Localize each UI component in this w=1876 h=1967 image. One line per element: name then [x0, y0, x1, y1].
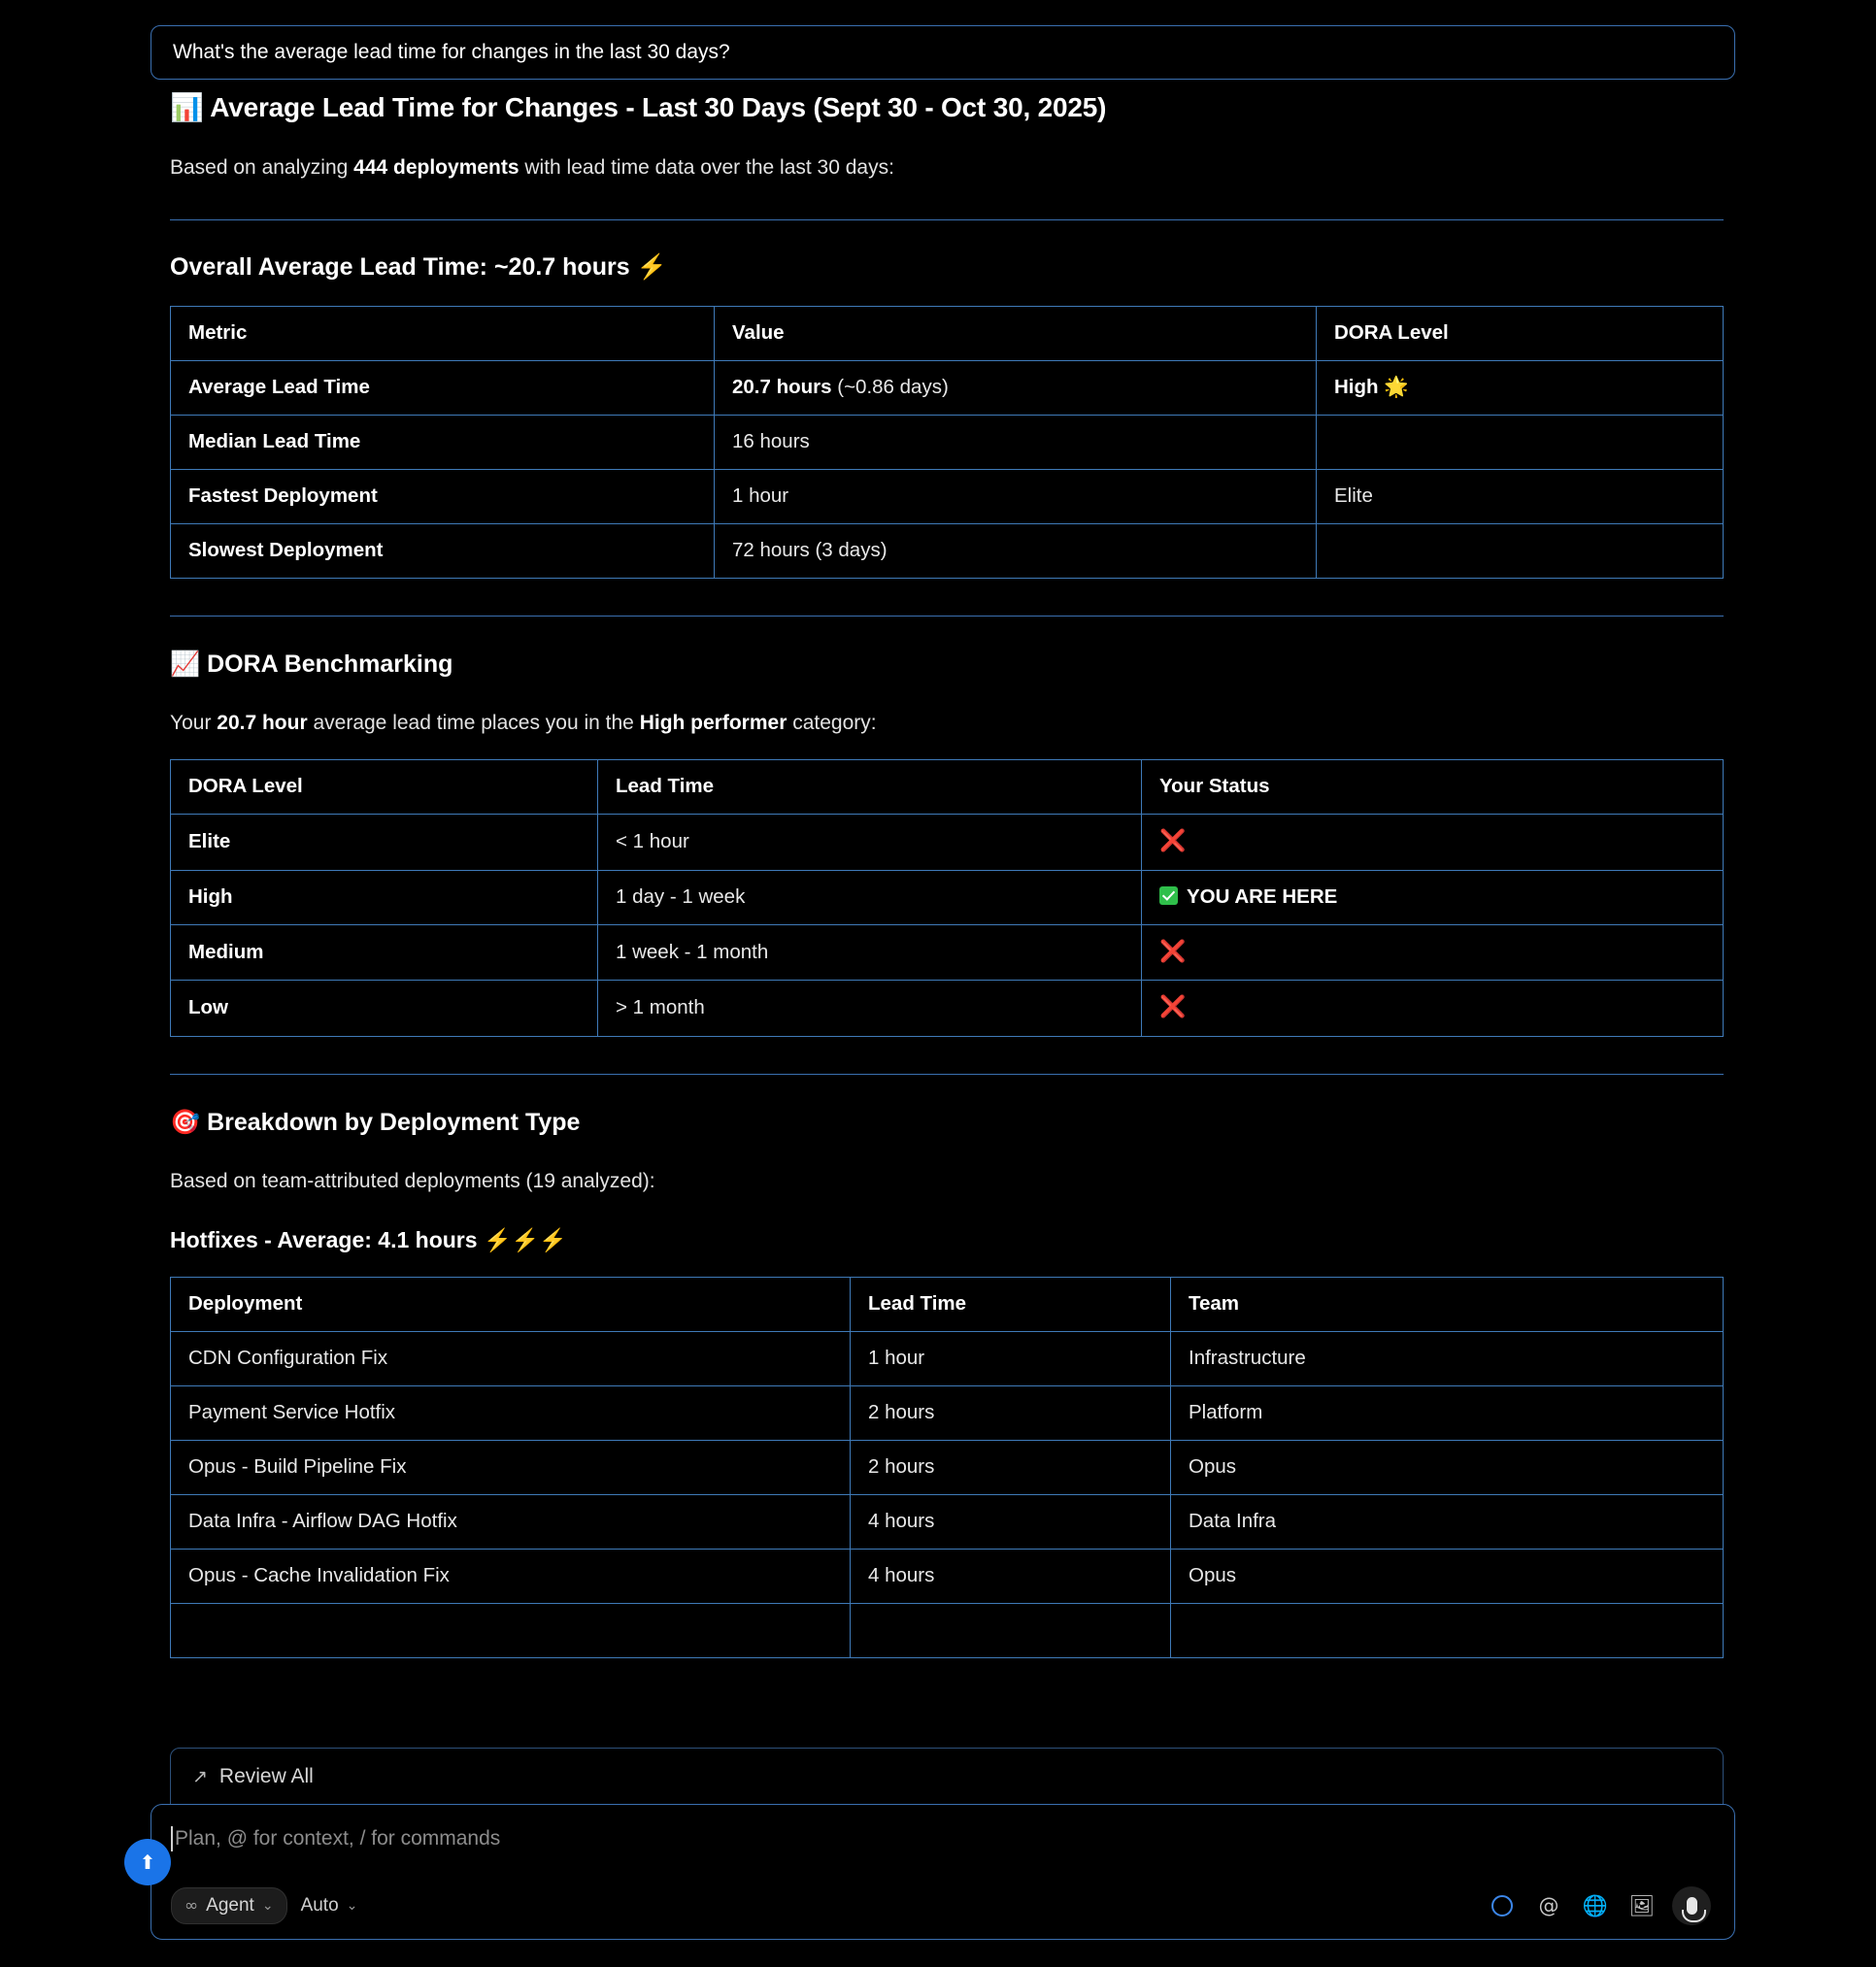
table-row: [171, 415, 1724, 469]
col-team: Team: [1171, 1278, 1724, 1332]
dora-benchmarking-heading: [170, 648, 1725, 682]
cell-dora: High 🌟: [1317, 360, 1724, 415]
dora-category: High performer: [639, 711, 787, 734]
table-row: [171, 815, 1724, 871]
dora-mid: average lead time places you in the: [307, 711, 640, 734]
web-button[interactable]: [1579, 1889, 1612, 1922]
target-icon: 🎯: [170, 1107, 201, 1136]
col-dora-level: DORA Level: [1317, 306, 1724, 360]
arrow-up-right-icon: ↗: [192, 1766, 208, 1787]
infinity-icon: ∞: [184, 1896, 199, 1916]
cross-mark-icon: ❌: [1159, 995, 1187, 1020]
cell-deployment: Opus - Cache Invalidation Fix: [171, 1550, 851, 1604]
cross-mark-icon: ❌: [1159, 829, 1187, 854]
table-row: [171, 924, 1724, 981]
cell-lead-time: 1 hour: [851, 1332, 1171, 1386]
breakdown-heading-text: Breakdown by Deployment Type: [207, 1108, 581, 1136]
table-row: [171, 1550, 1724, 1604]
cell-team: Opus: [1171, 1550, 1724, 1604]
user-query-text: What's the average lead time for changes in the last 30 days?: [173, 41, 730, 64]
cell-status: [1142, 870, 1724, 924]
dora-benchmark-table: [170, 759, 1724, 1037]
cell-dora: [1317, 415, 1724, 469]
upload-icon: ⬆: [139, 1850, 156, 1874]
composer-toolbar: [171, 1886, 1711, 1925]
divider-2: [170, 616, 1724, 617]
at-icon: @: [1538, 1894, 1559, 1917]
assistant-response: [0, 89, 1876, 1658]
table-row: [171, 469, 1724, 523]
cell-lead-time: 1 week - 1 month: [598, 924, 1142, 981]
check-mark-icon: [1159, 886, 1178, 905]
intro-pre: Based on analyzing: [170, 155, 354, 179]
cell-level: High: [171, 870, 598, 924]
summary-table: [170, 306, 1724, 579]
table-row: [171, 1441, 1724, 1495]
cell-status: [1142, 815, 1724, 871]
col-value: Value: [715, 306, 1317, 360]
cell-lead-time: < 1 hour: [598, 815, 1142, 871]
table-header-row: [171, 1278, 1724, 1332]
table-row: [171, 1332, 1724, 1386]
value-bold: 20.7 hours: [732, 376, 832, 399]
dora-paragraph: [170, 709, 1725, 738]
table-row: [171, 1495, 1724, 1550]
cell-value: 1 hour: [715, 469, 1317, 523]
cell-lead-time: 2 hours: [851, 1441, 1171, 1495]
cell-level: Elite: [171, 815, 598, 871]
dora-hours: 20.7 hour: [217, 711, 308, 734]
breakdown-paragraph: Based on team-attributed deployments (19 analyzed):: [170, 1169, 655, 1192]
cell-status: [1142, 924, 1724, 981]
col-dora-level: DORA Level: [171, 760, 598, 815]
hotfix-heading: Hotfixes - Average: 4.1 hours ⚡⚡⚡: [170, 1227, 567, 1253]
mention-button[interactable]: [1532, 1889, 1565, 1922]
table-header-row: [171, 760, 1724, 815]
col-lead-time: Lead Time: [851, 1278, 1171, 1332]
overall-average-heading: Overall Average Lead Time: ~20.7 hours ⚡: [170, 253, 667, 282]
dora-benchmarking-text: DORA Benchmarking: [207, 650, 453, 678]
cell-dora: [1317, 523, 1724, 578]
table-row: [171, 360, 1724, 415]
value-rest: (~0.86 days): [831, 376, 949, 399]
divider-1: [170, 219, 1724, 220]
status-ring-button[interactable]: [1486, 1889, 1519, 1922]
review-all-bar[interactable]: [170, 1748, 1724, 1806]
globe-icon: 🌐: [1582, 1893, 1609, 1917]
bar-chart-icon: 📊: [170, 91, 204, 123]
table-row: [171, 981, 1724, 1037]
cell-status: [1142, 981, 1724, 1037]
attach-image-button[interactable]: [1625, 1889, 1658, 1922]
page-title-text: Average Lead Time for Changes - Last 30 Days (Sept 30 - Oct 30, 2025): [210, 92, 1107, 122]
cell-deployment: CDN Configuration Fix: [171, 1332, 851, 1386]
page-title: [170, 89, 1725, 126]
col-metric: Metric: [171, 306, 715, 360]
chart-increasing-icon: 📈: [170, 649, 201, 678]
cell-level: Low: [171, 981, 598, 1037]
hotfix-table: [170, 1277, 1724, 1658]
table-header-row: [171, 306, 1724, 360]
cell-value: 16 hours: [715, 415, 1317, 469]
dora-post: category:: [787, 711, 877, 734]
cell-lead-time: 2 hours: [851, 1386, 1171, 1441]
cell-metric: Fastest Deployment: [171, 469, 715, 523]
cell-team: Platform: [1171, 1386, 1724, 1441]
cell-level: Medium: [171, 924, 598, 981]
cell-value: [715, 360, 1317, 415]
cell-lead-time: 1 day - 1 week: [598, 870, 1142, 924]
cell-lead-time: > 1 month: [598, 981, 1142, 1037]
cell-dora: Elite: [1317, 469, 1724, 523]
model-label: Auto: [300, 1895, 339, 1916]
chevron-down-icon: ⌄: [346, 1898, 358, 1914]
composer-placeholder: Plan, @ for context, / for commands: [175, 1827, 501, 1850]
agent-mode-label: Agent: [206, 1895, 254, 1916]
dora-pre: Your: [170, 711, 218, 734]
message-composer[interactable]: [151, 1804, 1735, 1940]
you-are-here-label: YOU ARE HERE: [1187, 884, 1338, 908]
status-ring-icon: [1491, 1895, 1513, 1917]
cell-team: Data Infra: [1171, 1495, 1724, 1550]
intro-post: with lead time data over the last 30 days:: [519, 155, 894, 179]
cell-team: Opus: [1171, 1441, 1724, 1495]
table-row: [171, 1386, 1724, 1441]
review-all-label: Review All: [218, 1765, 314, 1787]
divider-3: [170, 1074, 1724, 1075]
cell-value: 72 hours (3 days): [715, 523, 1317, 578]
voice-input-button[interactable]: [1672, 1886, 1711, 1925]
cell-lead-time: 4 hours: [851, 1495, 1171, 1550]
cell-deployment: [171, 1604, 851, 1658]
agent-mode-selector[interactable]: [171, 1887, 287, 1924]
cell-lead-time: [851, 1604, 1171, 1658]
text-caret: [171, 1826, 173, 1851]
user-query-bubble[interactable]: [151, 25, 1735, 80]
col-deployment: Deployment: [171, 1278, 851, 1332]
breakdown-heading: [170, 1106, 1725, 1140]
col-your-status: Your Status: [1142, 760, 1724, 815]
cell-lead-time: 4 hours: [851, 1550, 1171, 1604]
chevron-down-icon: ⌄: [261, 1898, 274, 1914]
intro-deployment-count: 444 deployments: [353, 155, 519, 179]
table-row: [171, 870, 1724, 924]
cell-metric: Slowest Deployment: [171, 523, 715, 578]
composer-input-row[interactable]: [171, 1826, 500, 1851]
upload-badge-button[interactable]: [124, 1839, 171, 1885]
col-lead-time: Lead Time: [598, 760, 1142, 815]
image-icon: 🖼: [1628, 1893, 1656, 1917]
cell-deployment: Payment Service Hotfix: [171, 1386, 851, 1441]
model-selector[interactable]: [301, 1895, 358, 1917]
cell-deployment: Data Infra - Airflow DAG Hotfix: [171, 1495, 851, 1550]
intro-paragraph: [170, 153, 1725, 183]
cell-team: Infrastructure: [1171, 1332, 1724, 1386]
microphone-icon: [1687, 1897, 1697, 1915]
cell-metric: Average Lead Time: [171, 360, 715, 415]
table-row: [171, 1604, 1724, 1658]
cell-metric: Median Lead Time: [171, 415, 715, 469]
cell-team: [1171, 1604, 1724, 1658]
cell-deployment: Opus - Build Pipeline Fix: [171, 1441, 851, 1495]
table-row: [171, 523, 1724, 578]
cross-mark-icon: ❌: [1159, 939, 1187, 964]
